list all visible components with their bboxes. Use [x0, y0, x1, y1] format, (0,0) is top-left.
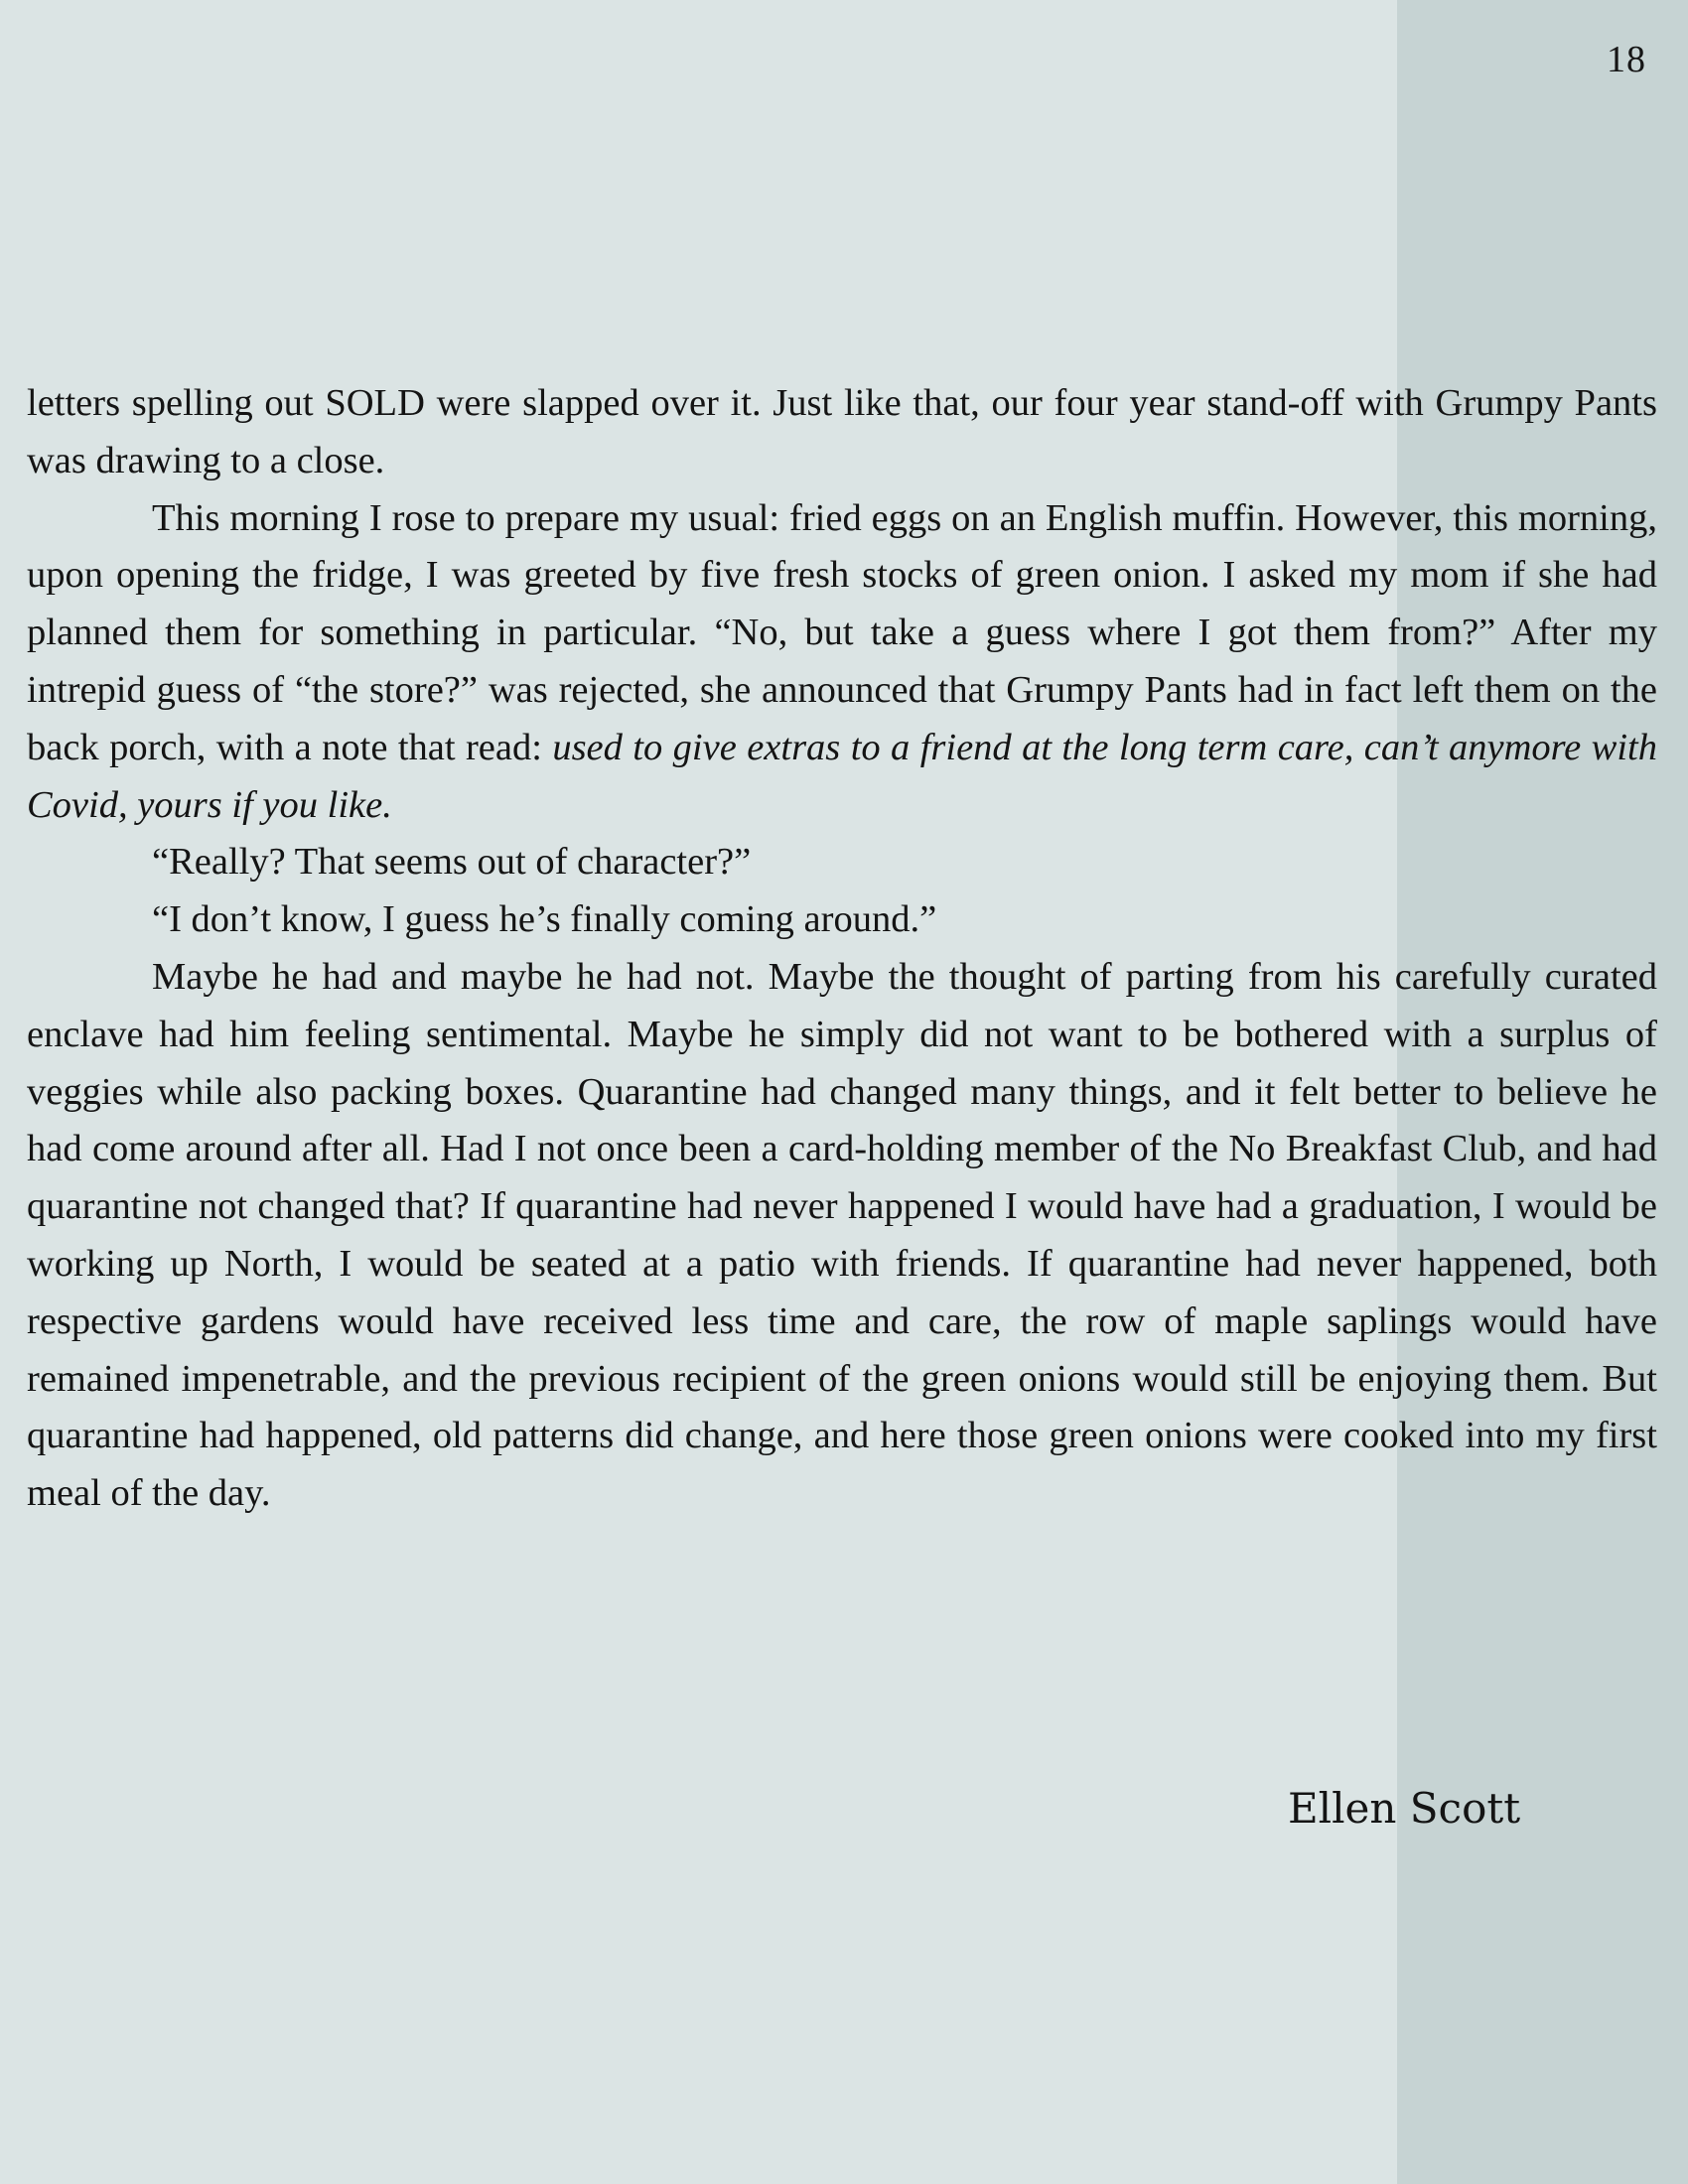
dialogue-line [27, 834, 1657, 891]
author-name: Ellen Scott [1288, 1784, 1521, 1833]
paragraph-text: letters spelling out SOLD were slapped over it. Just like that, our four year stand-off with Grumpy Pants was drawing to a close. [27, 382, 1657, 481]
note-quote: used to give extras to a friend at the long term care, can’t anymore with Covid, yours if you like. [27, 726, 1657, 826]
page-number: 18 [1607, 39, 1646, 80]
dialogue-line [27, 891, 1657, 949]
paragraph-text: “I don’t know, I guess he’s finally coming around.” [152, 898, 937, 941]
paragraph-green-onions [27, 490, 1657, 835]
paragraph-continued [27, 375, 1657, 490]
paragraph-text: Maybe he had and maybe he had not. Maybe the thought of parting from his carefully curated enclave had him feeling sentimental. Maybe he simply did not want to be bothered with a surplus of veggies while also packing boxes. Quarantine had changed many things, and it felt better to believe he had come around after all. Had I not once been a card-holding member of the No Breakfast Club, and had quarantine not changed that? If quarantine had never happened I would have had a graduation, I would be working up North, I would be seated at a patio with friends. If quarantine had never happened, both respective gardens would have received less time and care, the row of maple saplings would have remained impenetrable, and the previous recipient of the green onions would still be enjoying them. But quarantine had happened, old patterns did change, and here those green onions were cooked into my first meal of the day. [27, 955, 1657, 1515]
story-body [27, 375, 1657, 1523]
paragraph-text: This morning I rose to prepare my usual: fried eggs on an English muffin. However, this morning, upon opening the fridge, I was greeted by five fresh stocks of green onion. I asked my mom if she had planned them for something in particular. “No, but take a guess where I got them from?” After my intrepid guess of “the store?” was rejected, she announced that Grumpy Pants had in fact left them on the back porch, with a note that read: [27, 496, 1657, 768]
paragraph-reflection [27, 949, 1657, 1523]
paragraph-text: “Really? That seems out of character?” [152, 841, 752, 884]
